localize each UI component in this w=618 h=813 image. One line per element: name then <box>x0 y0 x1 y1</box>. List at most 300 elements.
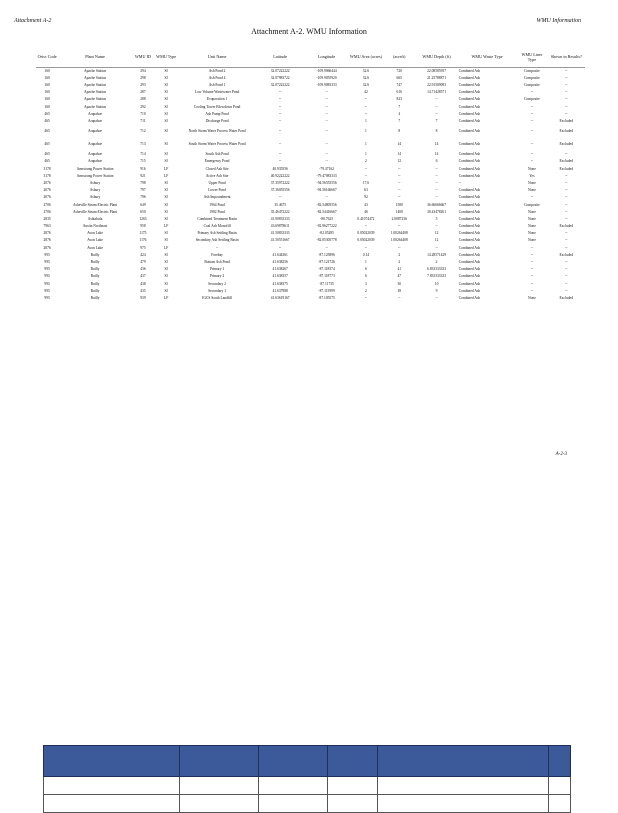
table-cell: Combined Ash <box>458 152 481 157</box>
table-cell: Combined Ash <box>458 142 481 147</box>
table-cell: 293 <box>140 83 146 88</box>
table-cell: 41.638267 <box>272 267 288 272</box>
table-cell: -- <box>530 260 534 264</box>
table-cell: Apache Station <box>83 68 107 73</box>
column-header: Shown in Results? <box>548 47 585 68</box>
table-cell: -- <box>364 173 368 178</box>
column-header: WMU Waste Type <box>458 47 517 68</box>
table-cell: 435 <box>140 288 146 293</box>
table-cell: 160 <box>44 75 50 80</box>
table-cell: 2076 <box>43 188 51 193</box>
table-row <box>36 195 585 202</box>
table-cell: 43.69878611 <box>270 224 290 229</box>
table-cell: -- <box>278 245 282 250</box>
table-cell: Ash Pond 2 <box>208 68 226 73</box>
table-cell: IGCS South Landfill <box>202 295 233 300</box>
table-row <box>36 252 585 259</box>
table-cell: 7 <box>435 119 438 123</box>
table-cell: 2706 <box>43 202 51 207</box>
table-cell: -- <box>278 142 282 147</box>
table-cell: South Ash Pond <box>205 152 229 157</box>
table-cell: 22.91509093 <box>427 83 446 88</box>
table-cell: Combined Ash <box>458 224 481 229</box>
table-cell: 12 <box>397 159 402 164</box>
table-cell: 465 <box>44 152 50 157</box>
table-cell: None <box>528 166 536 171</box>
table-cell: 1 <box>365 260 367 264</box>
table-cell: -94.56555556 <box>316 180 337 185</box>
table-cell: -- <box>364 224 368 229</box>
table-cell: 1964 Pond <box>209 202 225 207</box>
table-cell: -- <box>435 173 438 178</box>
footer-header-cell <box>44 746 180 777</box>
table-cell: -- <box>364 97 368 102</box>
table-cell: 713 <box>140 142 146 147</box>
table-cell: -- <box>565 180 568 185</box>
table-cell: 438 <box>140 281 146 286</box>
table-cell: Arapahoe <box>88 119 102 123</box>
table-cell: -- <box>565 75 568 80</box>
table-cell: -- <box>565 173 568 178</box>
table-cell: Composite <box>524 97 540 102</box>
table-cell: 916 <box>140 166 146 171</box>
table-cell: -- <box>565 97 568 102</box>
column-header: WMU Depth (ft) <box>415 47 457 68</box>
table-cell: Combined Ash <box>458 104 481 109</box>
table-cell: -- <box>325 152 328 157</box>
table-cell: 41.90833333 <box>270 216 290 221</box>
table-cell: Ashtabula <box>87 216 103 221</box>
table-cell: 298 <box>140 75 146 80</box>
table-row <box>36 281 585 288</box>
table-cell: -- <box>398 173 401 178</box>
footer-header-cell <box>549 746 571 777</box>
table-row <box>36 187 585 194</box>
table-row <box>36 202 585 209</box>
table-cell: -- <box>435 195 438 200</box>
table-cell: 823 <box>396 97 402 102</box>
table-cell: -- <box>435 224 438 229</box>
table-cell: 2876 <box>43 238 51 243</box>
table-cell: 6 <box>435 159 438 164</box>
table-cell: SI <box>164 281 168 286</box>
table-cell: 479 <box>140 260 146 264</box>
table-cell: Combined Ash <box>458 245 481 250</box>
table-cell: -- <box>530 111 534 116</box>
footer-header-cell <box>378 746 549 777</box>
table-cell: Combined Ash <box>458 83 481 88</box>
table-cell: 35.4675 <box>274 202 287 207</box>
table-cell: 7 <box>398 119 401 123</box>
footer-cell <box>44 795 180 813</box>
table-cell: 92 <box>364 195 368 200</box>
table-cell: -- <box>325 119 328 123</box>
table-cell: 7.833333333 <box>427 274 446 279</box>
footer-table-row <box>44 795 571 813</box>
table-cell: 32.07222222 <box>270 68 290 73</box>
table-cell: -- <box>530 195 534 200</box>
table-cell: 2076 <box>43 180 51 185</box>
table-cell: -82.54416667 <box>316 209 337 214</box>
table-cell: Combined Ash <box>458 75 481 80</box>
table-cell: 665 <box>396 75 402 80</box>
table-row <box>36 97 585 104</box>
table-row <box>36 68 585 76</box>
table-cell: SI <box>164 111 168 116</box>
table-cell: -- <box>530 119 534 123</box>
table-cell: 995 <box>44 252 50 257</box>
table-row <box>36 216 585 223</box>
table-cell: -- <box>278 195 282 200</box>
table-cell: -- <box>565 83 568 88</box>
table-cell: 40.935556 <box>272 166 288 171</box>
table-cell: -- <box>278 111 282 116</box>
table-cell: Bailly <box>90 274 100 279</box>
table-cell: None <box>528 295 536 300</box>
table-cell: 41.638375 <box>272 281 288 286</box>
footer-cell <box>328 795 378 813</box>
table-cell: 650 <box>140 209 146 214</box>
table-cell: 995 <box>44 281 50 286</box>
table-cell: 41.638256 <box>272 260 288 264</box>
table-cell: 9 <box>435 288 438 293</box>
table-cell: Asheville Steam Electric Plant <box>73 202 118 207</box>
table-cell: 12 <box>434 231 439 236</box>
table-cell: 975 <box>140 245 146 250</box>
table-cell: 14.28571429 <box>427 252 446 257</box>
table-cell: -- <box>398 224 401 229</box>
table-cell: -- <box>435 188 438 193</box>
table-cell: Combined Ash <box>458 166 481 171</box>
table-cell: 14.71428571 <box>427 90 446 95</box>
table-cell: Asbury <box>89 180 101 185</box>
table-cell: Apache Station <box>83 90 107 95</box>
column-header: WMU Area (acres) <box>349 47 383 68</box>
table-cell: 0.05022039 <box>357 231 375 236</box>
table-cell: Combined Ash <box>458 274 481 279</box>
table-cell: Cooling Tower Blowdown Pond <box>193 104 241 109</box>
table-cell: 1175 <box>139 231 147 236</box>
column-header: Latitude <box>256 47 304 68</box>
table-cell: 292 <box>140 104 146 109</box>
table-cell: Asheville Steam Electric Plant <box>73 209 118 214</box>
table-cell: Combined Ash <box>458 119 481 123</box>
table-cell: Combined Ash <box>458 288 481 293</box>
table-cell: -87.11735 <box>319 281 334 286</box>
table-cell: Bailly <box>90 288 100 293</box>
table-cell: Excluded <box>559 295 574 300</box>
footer-table-header-row <box>44 746 571 777</box>
table-cell: 1 <box>365 129 367 134</box>
table-cell: -87.118773 <box>318 274 335 279</box>
table-row <box>36 173 585 180</box>
table-cell: 12 <box>434 238 439 243</box>
table-cell: SI <box>164 267 168 272</box>
table-cell: Secondary Ash Settling Basin <box>195 238 239 243</box>
table-cell: 710 <box>140 111 146 116</box>
wmu-table <box>36 47 585 302</box>
table-cell: SI <box>164 288 168 293</box>
table-cell: -- <box>364 166 368 171</box>
table-cell: -- <box>278 97 282 102</box>
table-row <box>36 288 585 295</box>
table-cell: 465 <box>44 119 50 123</box>
table-cell: 10 <box>434 281 439 286</box>
table-cell: -92.96277222 <box>316 224 337 229</box>
table-cell: -82.05305778 <box>316 238 337 243</box>
table-row <box>36 159 585 166</box>
table-cell: SI <box>164 159 168 164</box>
table-cell: Asbury <box>89 195 101 200</box>
footer-cell <box>378 777 549 795</box>
table-cell: Combined Ash <box>458 252 481 257</box>
table-cell: -- <box>325 195 328 200</box>
table-cell: Secondary 1 <box>208 288 227 293</box>
table-cell: SI <box>164 104 168 109</box>
table-cell: -87.115999 <box>318 288 335 293</box>
table-cell: Ash Pond 1 <box>208 83 226 88</box>
table-cell: 32.07983722 <box>270 75 290 80</box>
table-cell: -- <box>565 238 568 243</box>
table-cell: -- <box>325 129 328 134</box>
table-cell: 797 <box>140 188 146 193</box>
running-header-left: Attachment A-2 <box>14 18 52 24</box>
table-cell: SI <box>164 274 168 279</box>
table-cell: LF <box>164 166 169 171</box>
table-cell: 1263 <box>139 216 147 221</box>
table-cell: Primary 2 <box>209 274 225 279</box>
table-cell: 6.833333333 <box>427 267 446 272</box>
table-cell: 8 <box>435 129 438 134</box>
table-cell: -- <box>530 274 534 279</box>
table-cell: Ash Pond 4 <box>208 75 226 80</box>
table-cell: LF <box>164 224 169 229</box>
table-cell: None <box>528 238 536 243</box>
table-row <box>36 259 585 266</box>
table-cell: SI <box>164 216 168 221</box>
table-cell: Bailly <box>90 281 100 286</box>
table-cell: Forebay <box>211 252 223 257</box>
footer-cell <box>180 795 259 813</box>
table-cell: LF <box>164 295 169 300</box>
table-cell: Active Ash Site <box>205 173 229 178</box>
table-cell: -- <box>278 90 282 95</box>
table-row <box>36 166 585 173</box>
table-cell: -109.9066444 <box>316 68 337 73</box>
table-row <box>36 267 585 274</box>
table-cell: -82.54805556 <box>316 202 337 207</box>
table-cell: 41.644361 <box>272 252 288 257</box>
table-cell: -- <box>278 119 282 123</box>
table-cell: 47 <box>397 274 402 279</box>
table-cell: 798 <box>140 180 146 185</box>
table-cell: 2076 <box>43 195 51 200</box>
table-cell: -- <box>398 295 401 300</box>
table-cell: SI <box>164 180 168 185</box>
table-cell: 1580 <box>395 202 403 207</box>
table-cell: -- <box>565 111 568 116</box>
table-cell: -- <box>530 104 534 109</box>
table-cell: -80.7625 <box>320 216 334 221</box>
table-cell: 939 <box>140 295 146 300</box>
table-cell: 41.638357 <box>272 274 288 279</box>
table-cell: 35.46472222 <box>270 209 290 214</box>
table-cell: 14 <box>434 152 439 157</box>
table-cell: -- <box>398 166 401 171</box>
table-row <box>36 118 585 125</box>
table-cell: 1 <box>365 142 367 147</box>
table-cell: -- <box>458 180 462 185</box>
table-row <box>36 152 585 159</box>
table-cell: 436 <box>140 267 146 272</box>
table-cell: -- <box>530 252 534 257</box>
table-cell: Combined Ash <box>458 90 481 95</box>
table-cell: 43 <box>364 202 368 207</box>
table-cell: 995 <box>44 295 50 300</box>
table-cell: 958 <box>140 224 146 229</box>
table-cell: 465 <box>44 111 50 116</box>
table-cell: None <box>528 188 536 193</box>
table-cell: -- <box>530 90 534 95</box>
table-cell: None <box>528 180 536 185</box>
table-cell: Evaporation 1 <box>206 97 228 102</box>
table-cell: 41 <box>397 267 402 272</box>
table-cell: 46 <box>364 209 368 214</box>
table-cell: 0.41074472 <box>357 216 375 221</box>
table-cell: 3178 <box>43 166 51 171</box>
table-cell: -- <box>278 104 282 109</box>
table-cell: South Storm Water Process Water Pond <box>188 142 246 147</box>
table-cell: 3 <box>365 281 367 286</box>
table-cell: 1 <box>365 152 367 157</box>
table-cell: -- <box>278 129 282 134</box>
table-cell: None <box>528 224 536 229</box>
table-cell: 14 <box>434 142 439 147</box>
table-cell: -- <box>565 231 568 236</box>
table-cell: Combined Treatment Basin <box>197 216 237 221</box>
table-cell: 41.637988 <box>272 288 288 293</box>
table-cell: Avon Lake <box>87 238 103 243</box>
table-cell: Bailly <box>90 267 100 272</box>
footer-cell <box>328 777 378 795</box>
table-cell: -- <box>325 90 328 95</box>
table-cell: Composite <box>524 83 540 88</box>
table-cell: Combined Ash <box>458 216 481 221</box>
table-row <box>36 75 585 82</box>
table-cell: Combined Ash <box>458 188 481 193</box>
table-row <box>36 111 585 118</box>
table-cell: 712 <box>140 129 146 134</box>
table-cell: 22.08585957 <box>427 68 446 73</box>
footer-table <box>43 745 571 813</box>
table-cell: SI <box>164 231 168 236</box>
page-number: A-2-3 <box>555 452 567 457</box>
table-cell: -- <box>565 188 568 193</box>
table-cell: SI <box>164 209 168 214</box>
table-cell: -- <box>278 159 282 164</box>
table-cell: -- <box>565 288 568 293</box>
table-cell: 17.6 <box>362 180 370 185</box>
table-cell: Combined Ash <box>458 202 481 207</box>
table-cell: 160 <box>44 68 50 73</box>
table-cell: 616 <box>396 90 402 95</box>
table-cell: 995 <box>44 288 50 293</box>
table-cell: 1 <box>365 119 367 123</box>
table-cell: Combined Ash <box>458 195 481 200</box>
footer-header-cell <box>259 746 328 777</box>
table-row <box>36 104 585 111</box>
table-cell: -- <box>435 97 438 102</box>
table-cell: Primary Ash Settling Basin <box>197 231 237 236</box>
table-cell: Combined Ash <box>458 159 481 164</box>
table-cell: -- <box>530 152 534 157</box>
table-row <box>36 238 585 245</box>
table-cell: -109.9055920 <box>316 75 337 80</box>
table-cell: 0.14 <box>362 252 370 257</box>
table-cell: Combined Ash <box>458 238 481 243</box>
table-cell: 2 <box>365 288 367 293</box>
table-cell: 711 <box>140 119 146 123</box>
table-cell: Bailly <box>90 252 100 257</box>
table-cell: -- <box>565 216 568 221</box>
table-cell: -79.47162 <box>319 166 334 171</box>
table-cell: -- <box>215 245 219 250</box>
table-cell: 6 <box>365 267 367 272</box>
table-cell: -- <box>325 97 328 102</box>
table-cell: 42 <box>364 90 368 95</box>
table-cell: -- <box>398 195 401 200</box>
footer-table-row <box>44 777 571 795</box>
table-cell: SI <box>164 97 168 102</box>
table-cell: -- <box>530 267 534 272</box>
table-cell: Combined Ash <box>458 260 481 264</box>
table-cell: LF <box>164 173 169 178</box>
table-cell: Excluded <box>559 129 574 134</box>
column-header: WMU Liner Type <box>516 47 547 68</box>
table-cell: SI <box>164 152 168 157</box>
table-cell: Combined Ash <box>458 111 481 116</box>
table-cell: Secondary 2 <box>208 281 227 286</box>
table-cell: 37.36055556 <box>270 188 290 193</box>
table-cell: 32.07222222 <box>270 83 290 88</box>
table-cell: -- <box>278 152 282 157</box>
footer-cell <box>180 777 259 795</box>
table-cell: -- <box>565 281 568 286</box>
table-cell: 649 <box>140 202 146 207</box>
table-cell: -- <box>325 111 328 116</box>
table-cell: Low Volume Wastewater Pond <box>194 90 240 95</box>
table-cell: 4 <box>398 111 401 116</box>
table-cell: Arapahoe <box>88 111 102 116</box>
table-cell: -109.9083333 <box>316 83 337 88</box>
table-cell: SI <box>164 238 168 243</box>
table-cell: -- <box>435 295 438 300</box>
table-cell: -- <box>530 142 534 147</box>
table-cell: -- <box>364 295 368 300</box>
table-cell: Coal Ash Monofill <box>203 224 231 229</box>
footer-cell <box>549 795 571 813</box>
table-row <box>36 223 585 230</box>
table-cell: Combined Ash <box>458 281 481 286</box>
table-header-row <box>36 47 585 68</box>
table-cell: -87.125896 <box>318 252 335 257</box>
table-cell: Arapahoe <box>88 152 102 157</box>
table-cell: North Storm Water Process Water Pond <box>188 129 246 134</box>
table-cell: Excluded <box>559 224 574 229</box>
table-cell: SI <box>164 83 168 88</box>
table-cell: 30.43478261 <box>427 209 446 214</box>
table-cell: -- <box>530 245 534 250</box>
